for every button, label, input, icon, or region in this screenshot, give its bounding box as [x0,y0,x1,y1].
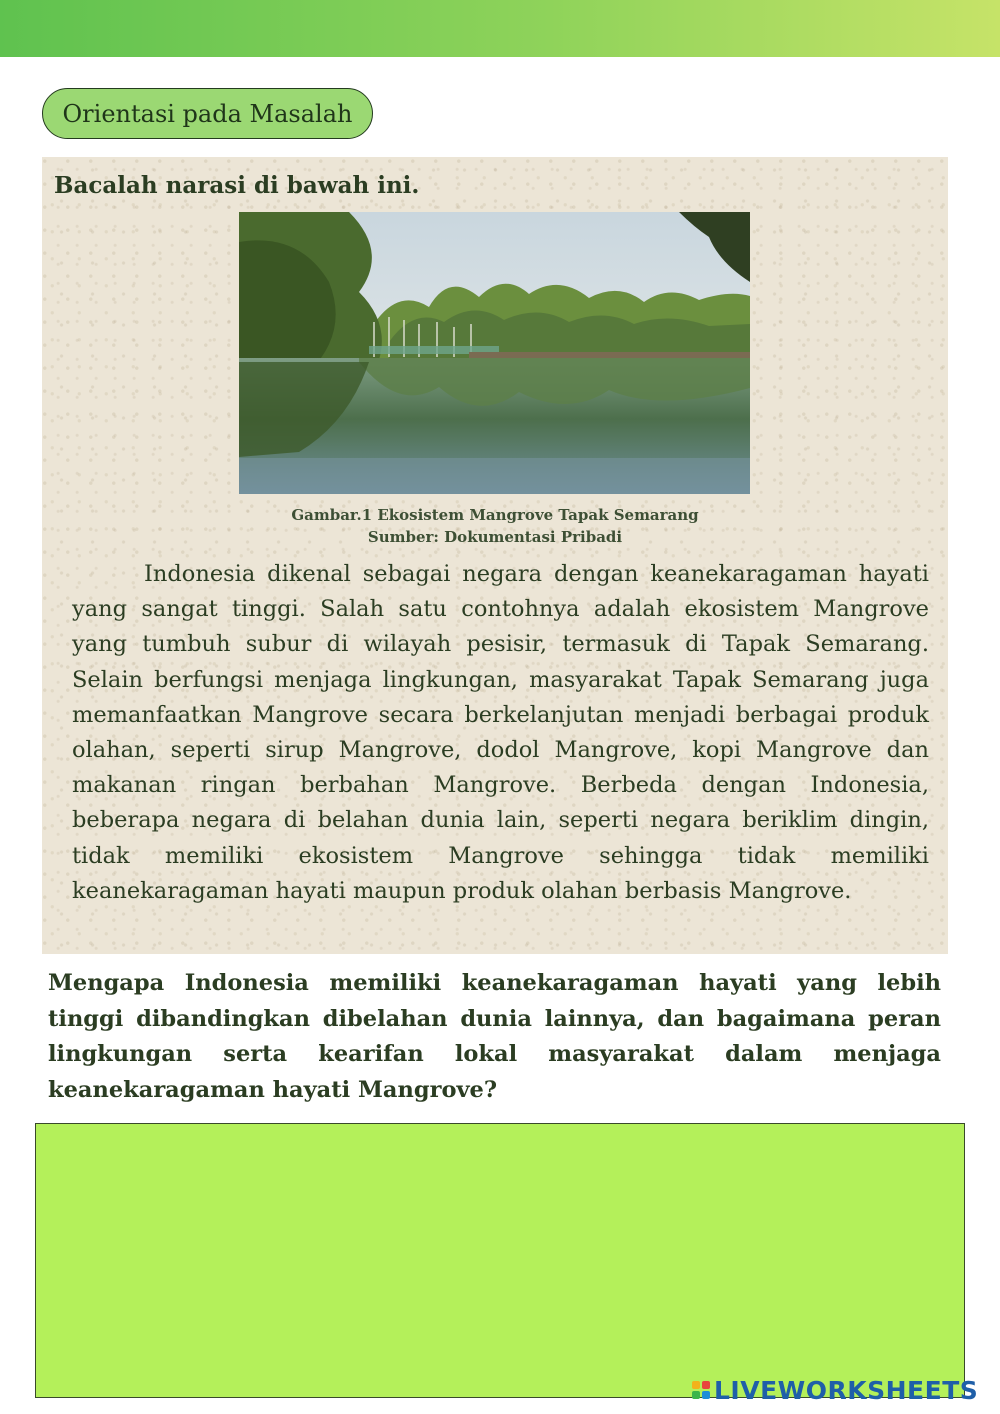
reading-instruction: Bacalah narasi di bawah ini. [54,172,420,199]
figure-source: Sumber: Dokumentasi Pribadi [367,528,623,546]
brand-name: LIVEWORKSHEETS [714,1375,979,1405]
mangrove-photo [239,212,750,494]
header-band [0,0,1000,57]
section-title: Orientasi pada Masalah [42,88,373,139]
question-text: Mengapa Indonesia memiliki keanekaragaman hayati yang lebih tinggi dibandingkan dibelahan dunia lainnya, dan bagaimana peran lingkungan serta kearifan lokal masyarakat dalam menjaga keanekaragaman hayati Mangrove? [48,970,941,1103]
liveworksheets-logo-icon [692,1381,710,1399]
narrative-paragraph: Indonesia dikenal sebagai negara dengan keanekaragaman hayati yang sangat tinggi. Salah satu contohnya adalah ekosistem Mangrove yang tumbuh subur di wilayah pesisir, termasuk di Tapak Semarang. Selain berfungsi menjaga lingkungan, masyarakat Tapak Semarang juga memanfaatkan Mangrove secara berkelanjutan menjadi berbagai produk olahan, seperti sirup Mangrove, dodol Mangrove, kopi Mangrove dan makanan ringan berbahan Mangrove. Berbeda dengan Indonesia, beberapa negara di belahan dunia lain, seperti negara beriklim dingin, tidak memiliki ekosistem Mangrove sehingga tidak memiliki keanekaragaman hayati maupun produk olahan berbasis Mangrove. [72,561,929,904]
liveworksheets-branding [692,1375,978,1405]
answer-input-box[interactable] [35,1123,965,1398]
figure-caption: Gambar.1 Ekosistem Mangrove Tapak Semarang [291,506,699,524]
